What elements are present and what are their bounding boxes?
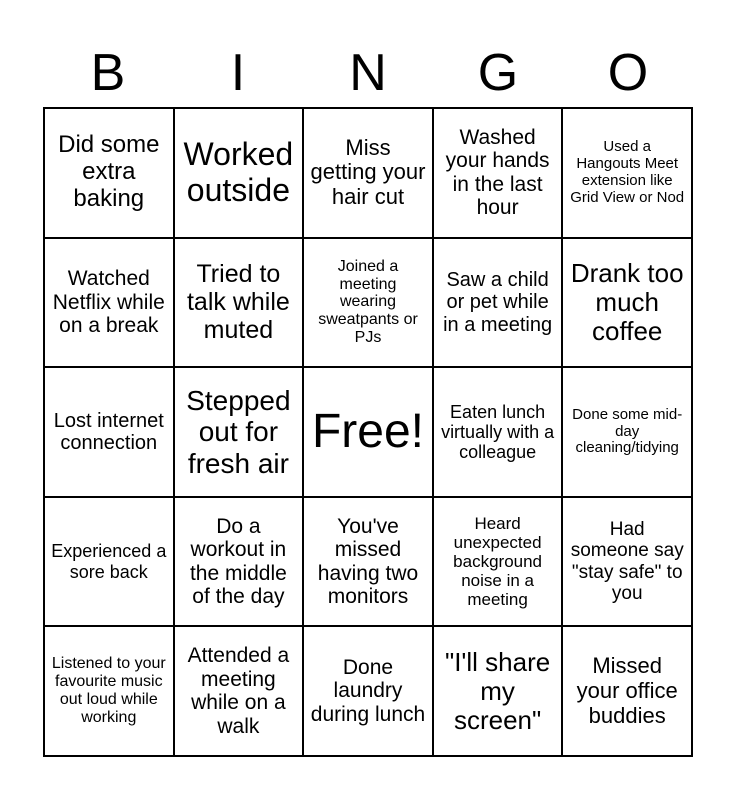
bingo-cell-text: Experienced a sore back <box>51 541 167 582</box>
bingo-cell[interactable] <box>303 238 433 368</box>
bingo-cell-text: You've missed having two monitors <box>317 514 419 609</box>
header-letter-o: O <box>607 44 649 102</box>
bingo-cell-text: "I'll share my screen" <box>444 646 551 735</box>
bingo-cell[interactable] <box>562 626 692 756</box>
bingo-cell[interactable] <box>303 626 433 756</box>
bingo-cell-text: Watched Netflix while on a break <box>52 267 165 338</box>
bingo-cell[interactable] <box>174 626 304 756</box>
bingo-cell[interactable] <box>174 497 304 627</box>
bingo-cell-text: Do a workout in the middle of the day <box>189 514 287 609</box>
bingo-cell-text: Missed your office buddies <box>576 653 678 728</box>
bingo-header <box>43 38 693 108</box>
header-letter-b: B <box>90 44 126 102</box>
bingo-cell[interactable] <box>562 238 692 368</box>
bingo-cell-text: Heard unexpected background noise in a meeting <box>453 514 543 610</box>
bingo-cell[interactable] <box>174 108 304 238</box>
bingo-cell-text: Done some mid-day cleaning/tidying <box>572 405 683 457</box>
bingo-cell[interactable] <box>44 238 174 368</box>
bingo-cell-text: Worked outside <box>183 135 294 208</box>
bingo-cell[interactable] <box>433 238 563 368</box>
bingo-cell-text: Used a Hangouts Meet extension like Grid View or Nod <box>570 138 685 206</box>
bingo-cell-text: Saw a child or pet while in a meeting <box>443 268 553 336</box>
bingo-cell-text: Washed your hands in the last hour <box>445 125 550 220</box>
bingo-cell[interactable] <box>44 108 174 238</box>
bingo-cell-text: Did some extra baking <box>58 131 160 213</box>
bingo-cell[interactable] <box>174 238 304 368</box>
bingo-cell[interactable] <box>562 367 692 497</box>
bingo-cell[interactable] <box>433 108 563 238</box>
header-letter-i: I <box>230 44 246 102</box>
bingo-cell-text: Miss getting your hair cut <box>310 134 426 210</box>
bingo-cell-text: Lost internet connection <box>53 409 164 454</box>
bingo-cell-text: Joined a meeting wearing sweatpants or PJs <box>318 257 418 347</box>
free-space-label: Free! <box>311 405 424 459</box>
bingo-cell-text: Tried to talk while muted <box>186 260 290 345</box>
bingo-cell[interactable] <box>303 108 433 238</box>
bingo-cell[interactable] <box>44 626 174 756</box>
header-letter-n: N <box>349 44 387 102</box>
bingo-cell[interactable] <box>433 497 563 627</box>
bingo-cell-text: Attended a meeting while on a walk <box>187 644 290 738</box>
bingo-card-grid <box>43 107 693 757</box>
bingo-cell-text: Stepped out for fresh air <box>186 384 291 479</box>
bingo-cell[interactable] <box>433 367 563 497</box>
bingo-cell-text: Listened to your favourite music out loud while working <box>51 655 166 727</box>
free-space-cell[interactable] <box>303 367 433 497</box>
bingo-cell[interactable] <box>303 497 433 627</box>
header-letter-g: G <box>477 44 519 102</box>
bingo-cell[interactable] <box>562 108 692 238</box>
bingo-cell[interactable] <box>44 497 174 627</box>
bingo-cell[interactable] <box>433 626 563 756</box>
bingo-cell[interactable] <box>562 497 692 627</box>
bingo-cell-text: Drank too much coffee <box>570 257 684 346</box>
bingo-cell[interactable] <box>44 367 174 497</box>
bingo-cell-text: Had someone say "stay safe" to you <box>570 519 684 604</box>
bingo-cell[interactable] <box>174 367 304 497</box>
bingo-cell-text: Eaten lunch virtually with a colleague <box>441 401 555 463</box>
bingo-cell-text: Done laundry during lunch <box>310 655 426 726</box>
